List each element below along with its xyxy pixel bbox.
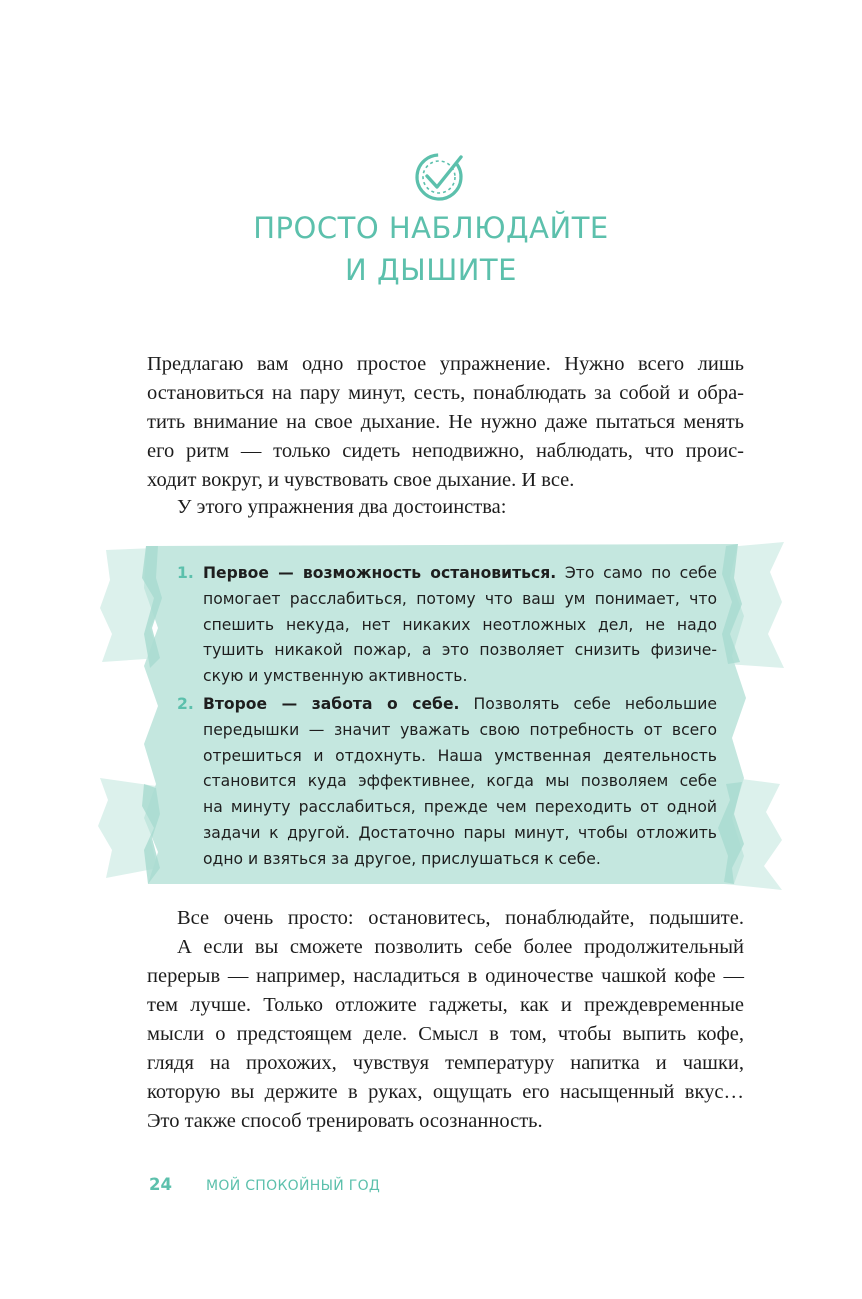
text-line: задачи к другой. Достаточно пары минут, чтобы отложить: [203, 823, 717, 842]
text-line: [203, 561, 717, 587]
page-number: 24: [149, 1175, 172, 1194]
intro-paragraph: [147, 350, 744, 495]
text-line: тить внимание на свое дыхание. Не нужно даже пытаться менять: [147, 411, 744, 433]
text-line: перерыв — например, насладиться в одиночестве чашкой кофе —: [147, 965, 744, 987]
page-title-line-1: ПРОСТО НАБЛЮДАЙТЕ: [253, 211, 609, 245]
page-footer: [149, 1175, 380, 1194]
list-item-lead: Второе — забота о себе.: [203, 694, 460, 713]
text-line: отрешиться и отдохнуть. Наша умственная деятельность: [203, 746, 717, 765]
text-line: тушить никакой пожар, а это позволяет снизить физиче-: [203, 641, 717, 660]
text-line: У этого упражнения два достоинства:: [177, 496, 507, 518]
text-line: тем лучше. Только отложите гаджеты, как и преждевременные: [147, 994, 744, 1016]
text-line: Это также способ тренировать осознанность.: [147, 1110, 543, 1132]
merits-list: [177, 561, 717, 873]
text-line: спешить некуда, нет никаких неотложных дел, не надо: [203, 615, 717, 634]
text-line: Предлагаю вам одно простое упражнение. Нужно всего лишь: [147, 353, 744, 375]
text-line: передышки — значит уважать свою потребность от всего: [203, 720, 717, 739]
outro-paragraph: [147, 904, 744, 1136]
text-line: скую и умственную активность.: [203, 667, 468, 686]
list-item-lead: Первое — возможность остановиться.: [203, 564, 557, 582]
text-line: ходит вокруг, и чувствовать свое дыхание. И все.: [147, 469, 575, 491]
list-item-rest: Позволять себе небольшие: [459, 694, 717, 713]
list-number: 2.: [177, 694, 194, 713]
text-line: мысли о предстоящем деле. Смысл в том, чтобы выпить кофе,: [147, 1023, 744, 1045]
check-circle-icon: [412, 145, 472, 205]
text-line: становится куда эффективнее, когда мы позволяем себе: [203, 772, 717, 791]
text-line: [203, 692, 717, 718]
running-title: МОЙ СПОКОЙНЫЙ ГОД: [206, 1178, 381, 1194]
text-line: Все очень просто: остановитесь, понаблюдайте, подышите.: [177, 907, 744, 929]
text-line: помогает расслабиться, потому что ваш ум понимает, что: [203, 589, 717, 608]
text-line: остановиться на пару минут, сесть, понаблюдать за собой и обра-: [147, 382, 744, 404]
list-item: [177, 692, 717, 873]
list-item: [177, 561, 717, 690]
list-item-rest: Это само по себе: [556, 564, 718, 582]
page-title-line-2: И ДЫШИТЕ: [345, 253, 517, 287]
text-line: А если вы сможете позволить себе более продолжительный: [177, 936, 744, 958]
list-number: 1.: [177, 564, 194, 582]
text-line: глядя на прохожих, чувствуя температуру напитка и чашки,: [147, 1052, 744, 1074]
merits-intro-paragraph: [147, 493, 744, 522]
text-line: на минуту расслабиться, прежде чем переходить от одной: [203, 798, 717, 817]
text-line: его ритм — только сидеть неподвижно, наблюдать, что проис-: [147, 440, 744, 462]
text-line: одно и взяться за другое, прислушаться к себе.: [203, 849, 601, 868]
text-line: которую вы держите в руках, ощущать его насыщенный вкус…: [147, 1081, 744, 1103]
